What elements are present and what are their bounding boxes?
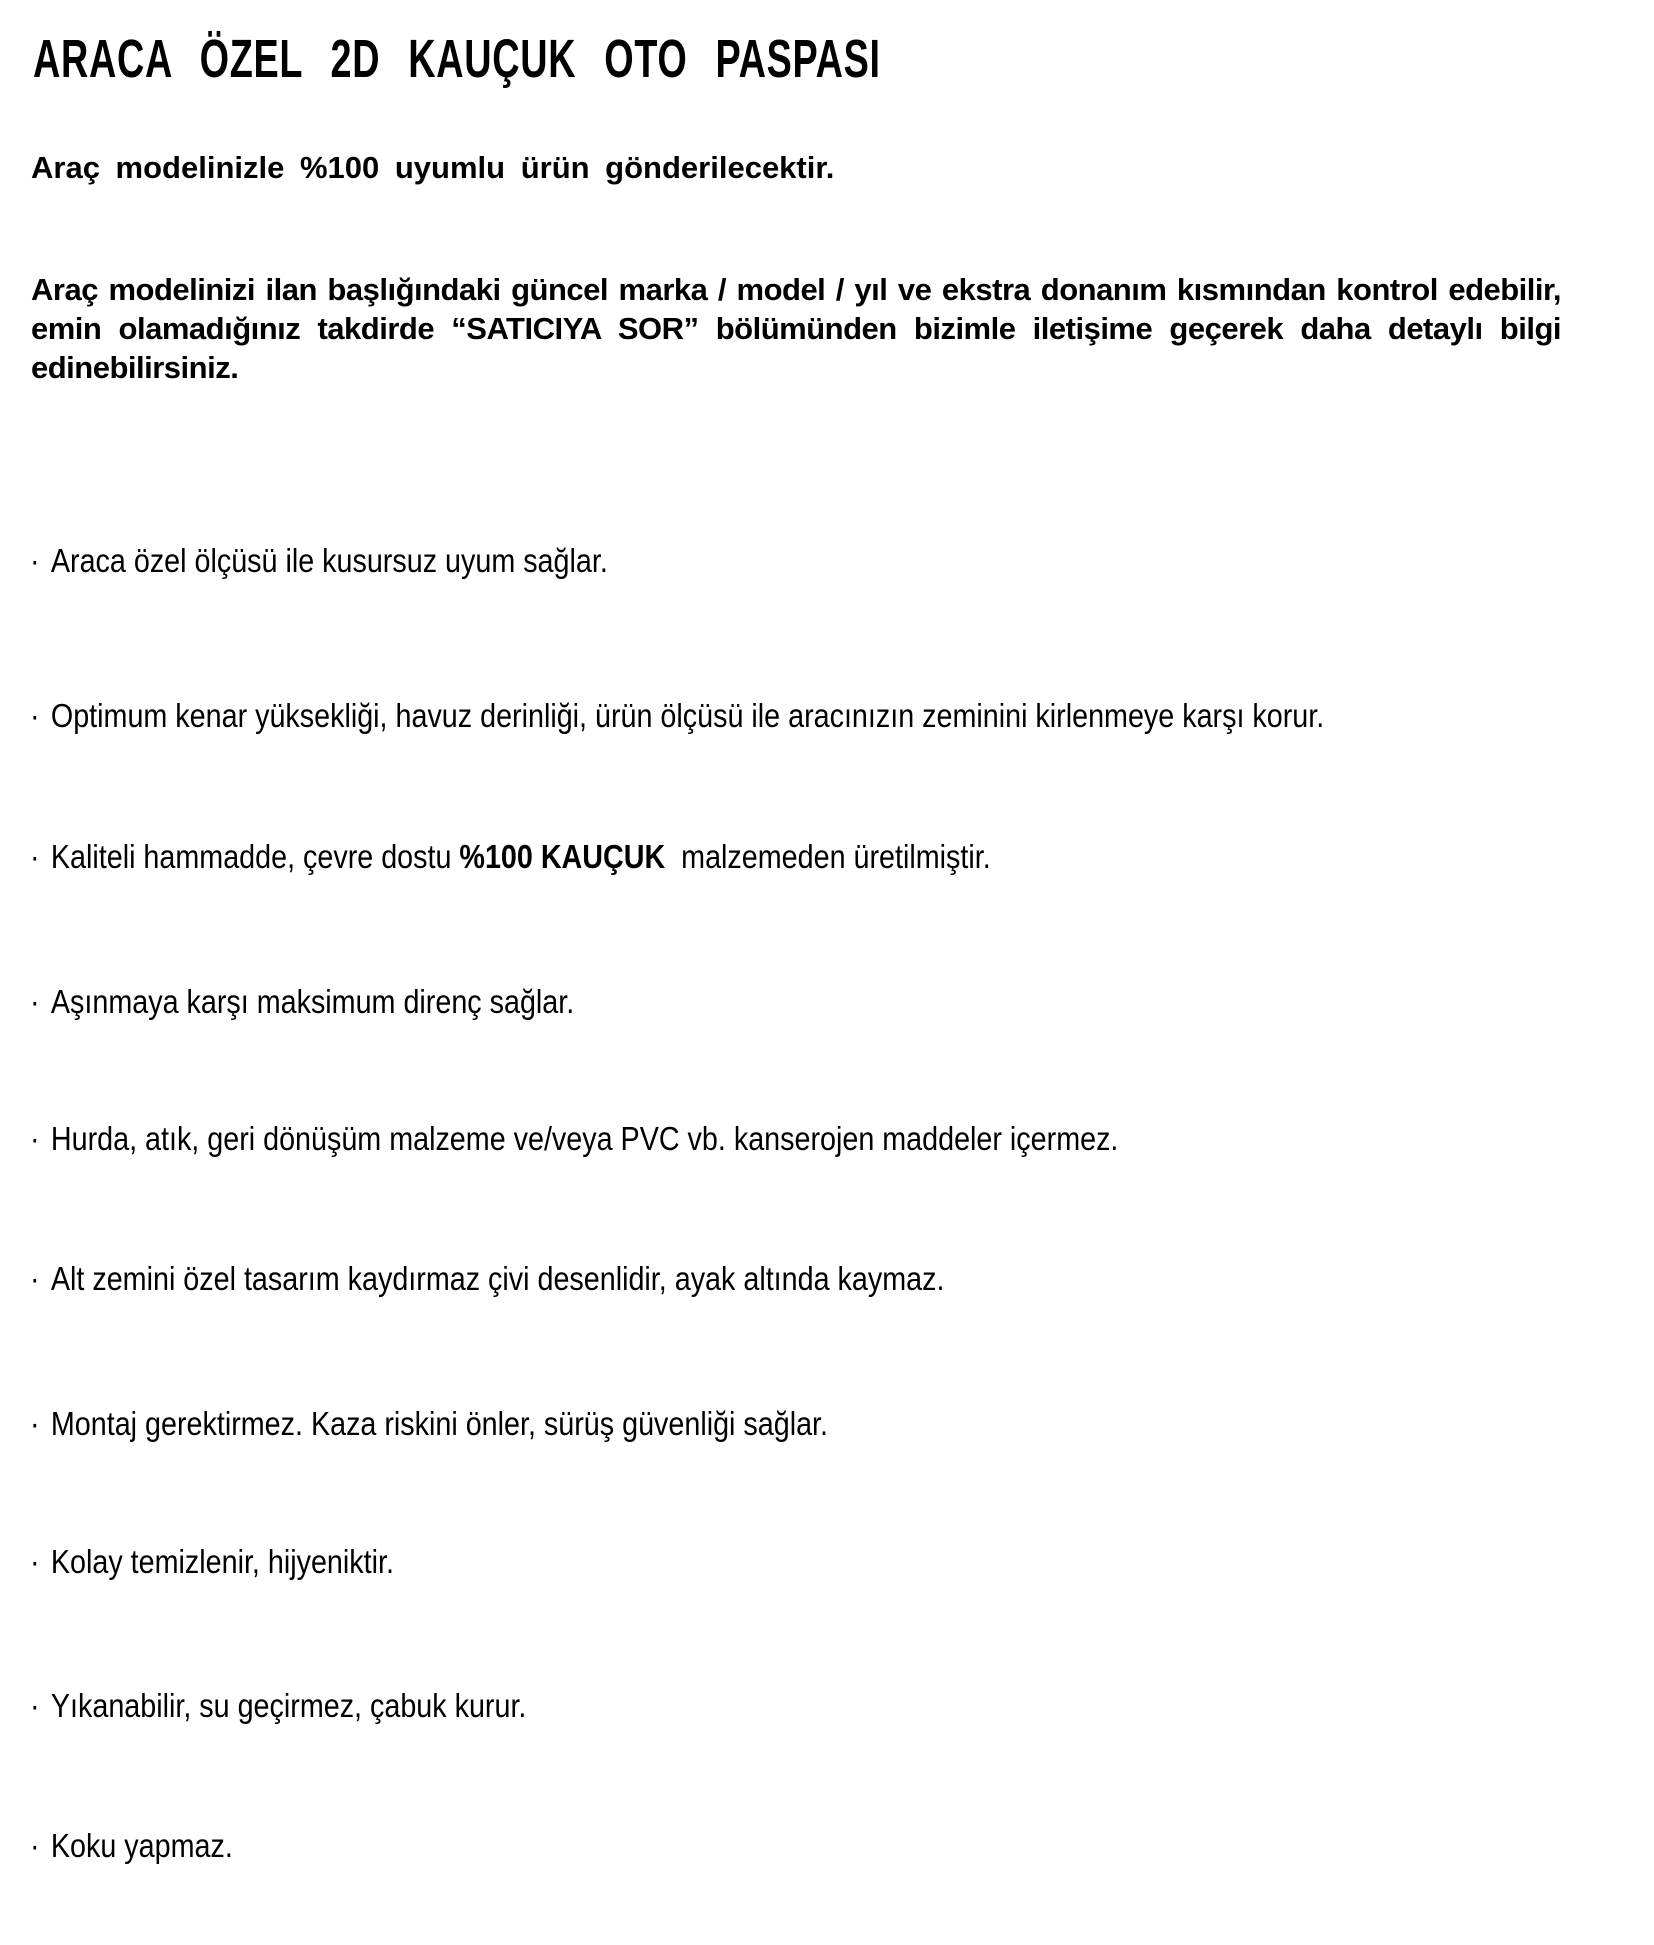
bullet-text: Optimum kenar yüksekliği, havuz derinliği, ürün ölçüsü ile aracınızın zeminini kirlenmeye karşı korur. <box>50 697 1325 734</box>
page-title: ARACA ÖZEL 2D KAUÇUK OTO PASPASI <box>33 29 881 89</box>
bullet-dot: · <box>30 838 40 875</box>
bullet-dot: · <box>30 1120 40 1157</box>
bullet-item-5 <box>30 1119 1118 1159</box>
bullet-item-9 <box>30 1686 526 1726</box>
bullet-dot: · <box>30 1543 40 1580</box>
bullet-dot: · <box>30 1405 40 1442</box>
bullet-item-6 <box>30 1259 944 1299</box>
bullet-item-2 <box>30 696 1324 736</box>
bullet-item-10 <box>30 1826 233 1866</box>
bullet-text: Yıkanabilir, su geçirmez, çabuk kurur. <box>50 1687 527 1724</box>
bullet-dot: · <box>30 1827 40 1864</box>
bullet-dot: · <box>30 542 40 579</box>
bullet-item-7 <box>30 1404 828 1444</box>
bullet-text: Koku yapmaz. <box>50 1827 233 1864</box>
bullet-item-8 <box>30 1542 394 1582</box>
bullet-text-bold: %100 KAUÇUK <box>459 838 666 875</box>
bullet-text: malzemeden üretilmiştir. <box>665 838 991 875</box>
bullet-text: Alt zemini özel tasarım kaydırmaz çivi desenlidir, ayak altında kaymaz. <box>50 1260 945 1297</box>
bullet-item-3 <box>30 837 991 877</box>
bullet-text: Kolay temizlenir, hijyeniktir. <box>50 1543 394 1580</box>
bullet-dot: · <box>30 1687 40 1724</box>
bullet-text: Kaliteli hammadde, çevre dostu <box>50 838 460 875</box>
bullet-dot: · <box>30 983 40 1020</box>
bullet-text: Araca özel ölçüsü ile kusursuz uyum sağlar. <box>50 542 608 579</box>
bullet-text: Montaj gerektirmez. Kaza riskini önler, sürüş güvenliği sağlar. <box>50 1405 829 1442</box>
model-check-paragraph: Araç modelinizi ilan başlığındaki güncel marka / model / yıl ve ekstra donanım kısmından kontrol edebilir, emin olamadığınız takdirde “SATICIYA SOR” bölümünden bizimle iletişime geçerek daha detaylı bilgi edinebilirsiniz. <box>31 272 1561 385</box>
compatibility-note: Araç modelinizle %100 uyumlu ürün gönderilecektir. <box>31 150 835 185</box>
bullet-item-4 <box>30 982 574 1022</box>
bullet-text: Hurda, atık, geri dönüşüm malzeme ve/veya PVC vb. kanserojen maddeler içermez. <box>50 1120 1119 1157</box>
bullet-item-1 <box>30 541 608 581</box>
bullet-text: Aşınmaya karşı maksimum direnç sağlar. <box>50 983 575 1020</box>
bullet-dot: · <box>30 1260 40 1297</box>
bullet-dot: · <box>30 697 40 734</box>
